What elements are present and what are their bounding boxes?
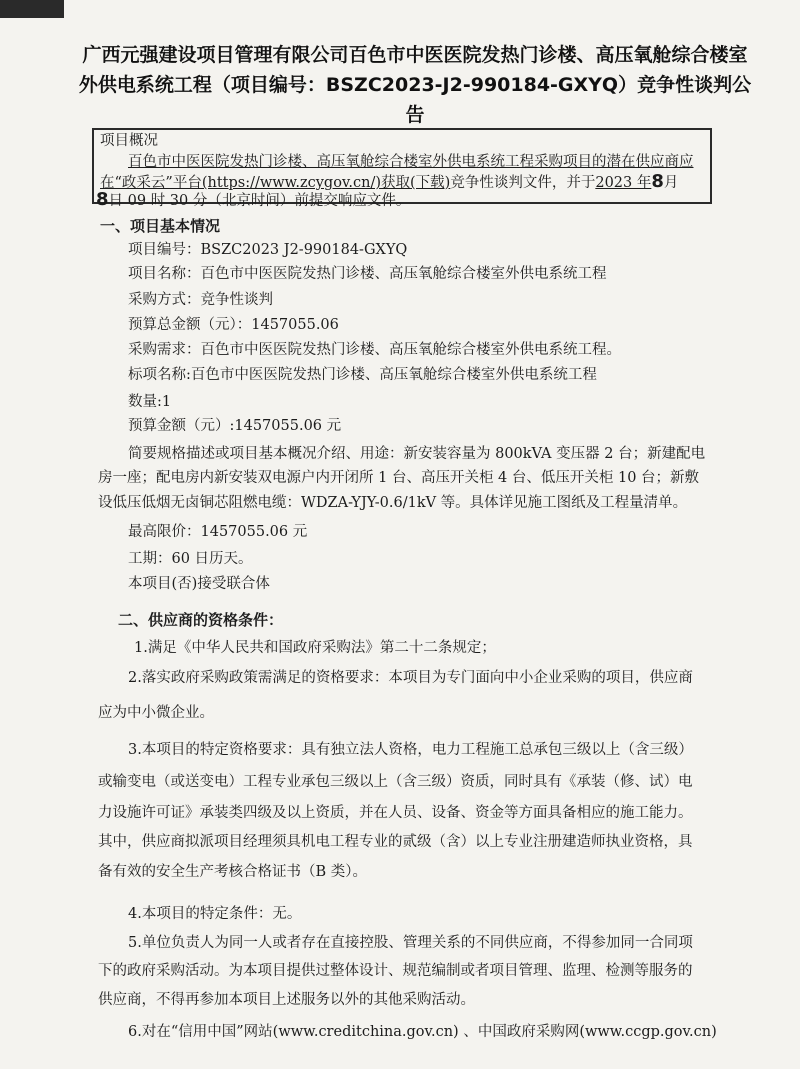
max-price: 最高限价：1457055.06 元 [128,524,308,540]
lot-name: 标项名称:百色市中医医院发热门诊楼、高压氧舱综合楼室外供电系统工程 [128,367,597,383]
section-2-heading: 二、供应商的资格条件： [118,611,284,629]
qualification-4: 4.本项目的特定条件：无。 [128,906,302,922]
consortium-note: 本项目(否)接受联合体 [128,576,270,592]
quantity: 数量:1 [128,394,172,410]
budget-total: 预算总金额（元）：1457055.06 [128,317,339,333]
overview-line-1: 百色市中医医院发热门诊楼、高压氧舱综合楼室外供电系统工程采购项目的潜在供应商应 [128,154,694,170]
qualification-3-line-5: 备有效的安全生产考核合格证书（B 类）。 [98,864,368,880]
qualification-1: 1.满足《中华人民共和国政府采购法》第二十二条规定； [134,640,496,656]
duration: 工期：60 日历天。 [128,551,253,567]
qualification-2-line-1: 2.落实政府采购政策需满足的资格要求：本项目为专门面向中小企业采购的项目，供应商 [128,670,693,686]
qualification-3-line-1: 3.本项目的特定资格要求：具有独立法人资格，电力工程施工总承包三级以上（含三级） [128,742,693,758]
overview-line-3 [96,190,410,211]
project-number: 项目编号：BSZC2023 J2-990184-GXYQ [128,242,408,258]
procurement-method: 采购方式：竞争性谈判 [128,292,273,308]
qualification-2-line-2: 应为中小微企业。 [98,705,214,721]
project-name: 项目名称：百色市中医医院发热门诊楼、高压氧舱综合楼室外供电系统工程 [128,266,607,282]
description-line-2: 房一座；配电房内新安装双电源户内开闭所 1 台、高压开关柜 4 台、低压开关柜 10 台；新敷 [98,470,700,486]
qualification-3-line-3: 力设施许可证》承装类四级及以上资质，并在人员、设备、资金等方面具备相应的施工能力。 [98,805,693,821]
description-line-1: 简要规格描述或项目基本概况介绍、用途：新安装容量为 800kVA 变压器 2 台；新建配电 [128,446,706,462]
title-line-1: 广西元强建设项目管理有限公司百色市中医医院发热门诊楼、高压氧舱综合楼室 [82,44,748,66]
overview-deadline: 日 09 时 30 分（北京时间）前提交响应文件。 [108,193,411,209]
qualification-6: 6.对在“信用中国”网站(www.creditchina.gov.cn) 、中国政府采购网(www.ccgp.gov.cn) [128,1024,717,1040]
description-line-3: 设低压低烟无卤铜芯阻燃电缆：WDZA-YJY-0.6/1kV 等。具体详见施工图纸及工程量清单。 [98,495,688,511]
overview-month-handwritten: 8 [651,171,664,192]
overview-year: 2023 年 [595,175,652,191]
overview-month-label: 月 [663,175,679,191]
title-line-2: 外供电系统工程（项目编号：BSZC2023-J2-990184-GXYQ）竞争性谈判公告 [78,74,752,126]
overview-heading: 项目概况 [100,133,158,149]
qualification-5-line-1: 5.单位负责人为同一人或者存在直接控股、管理关系的不同供应商，不得参加同一合同项 [128,935,693,951]
qualification-3-line-2: 或输变电（或送变电）工程专业承包三级以上（含三级）资质，同时具有《承装（修、试）电 [98,774,693,790]
overview-platform: 在“政采云”平台(https://www.zcygov.cn/)获取(下载) [100,175,451,191]
budget-amount: 预算金额（元）:1457055.06 元 [128,418,342,434]
overview-file-text: 竞争性谈判文件，并于 [450,175,596,191]
overview-day-handwritten: 8 [96,189,109,210]
qualification-5-line-2: 下的政府采购活动。为本项目提供过整体设计、规范编制或者项目管理、监理、检测等服务的 [98,963,693,979]
qualification-3-line-4: 其中，供应商拟派项目经理须具机电工程专业的贰级（含）以上专业注册建造师执业资格，具 [98,834,693,850]
scan-corner-mark [0,0,64,18]
procurement-demand: 采购需求：百色市中医医院发热门诊楼、高压氧舱综合楼室外供电系统工程。 [128,342,621,358]
qualification-5-line-3: 供应商，不得再参加本项目上述服务以外的其他采购活动。 [98,992,475,1008]
section-1-heading: 一、项目基本情况 [100,217,221,235]
